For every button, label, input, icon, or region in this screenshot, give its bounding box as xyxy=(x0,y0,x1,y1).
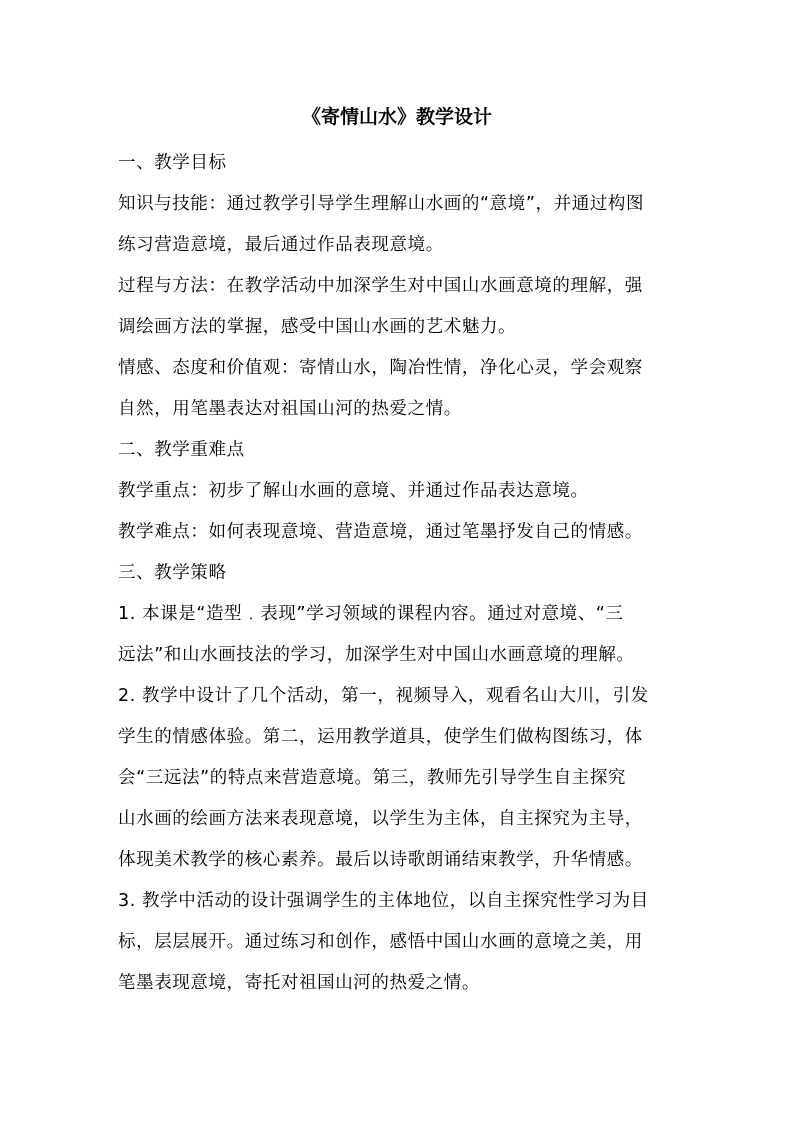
section-heading-objectives: 一、教学目标 xyxy=(118,153,227,173)
paragraph-line: 2. 教学中设计了几个活动，第一，视频导入，观看名山大川，引发 xyxy=(118,686,649,706)
document-body xyxy=(118,143,678,1004)
paragraph-line: 教学难点：如何表现意境、营造意境，通过笔墨抒发自己的情感。 xyxy=(118,522,643,542)
paragraph-line: 1. 本课是“造型﹒表现”学习领域的课程内容。通过对意境、“三 xyxy=(118,604,624,624)
paragraph-line: 体现美术教学的核心素养。最后以诗歌朗诵结束教学，升华情感。 xyxy=(118,850,643,870)
paragraph-line: 远法”和山水画技法的学习，加深学生对中国山水画意境的理解。 xyxy=(118,645,635,665)
paragraph-line: 练习营造意境，最后通过作品表现意境。 xyxy=(118,235,444,255)
section-heading-strategy: 三、教学策略 xyxy=(118,563,227,583)
document-title: 《寄情山水》教学设计 xyxy=(301,106,492,128)
paragraph-line: 调绘画方法的掌握，感受中国山水画的艺术魅力。 xyxy=(118,317,517,337)
paragraph-line: 情感、态度和价值观：寄情山水，陶冶性情，净化心灵，学会观察 xyxy=(118,358,643,378)
paragraph-line: 自然，用笔墨表达对祖国山河的热爱之情。 xyxy=(118,399,462,419)
paragraph-line: 山水画的绘画方法来表现意境，以学生为主体，自主探究为主导， xyxy=(118,809,643,829)
paragraph-line: 3. 教学中活动的设计强调学生的主体地位，以自主探究性学习为目 xyxy=(118,891,649,911)
paragraph-line: 知识与技能：通过教学引导学生理解山水画的“意境”，并通过构图 xyxy=(118,194,645,214)
paragraph-line: 学生的情感体验。第二，运用教学道具，使学生们做构图练习，体 xyxy=(118,727,643,747)
paragraph-line: 教学重点：初步了解山水画的意境、并通过作品表达意境。 xyxy=(118,481,589,501)
section-heading-key-points: 二、教学重难点 xyxy=(118,440,245,460)
paragraph-line: 过程与方法：在教学活动中加深学生对中国山水画意境的理解，强 xyxy=(118,276,643,296)
paragraph-line: 标，层层展开。通过练习和创作，感悟中国山水画的意境之美，用 xyxy=(118,932,643,952)
paragraph-line: 会“三远法”的特点来营造意境。第三，教师先引导学生自主探究 xyxy=(118,768,627,788)
paragraph-line: 笔墨表现意境，寄托对祖国山河的热爱之情。 xyxy=(118,973,480,993)
